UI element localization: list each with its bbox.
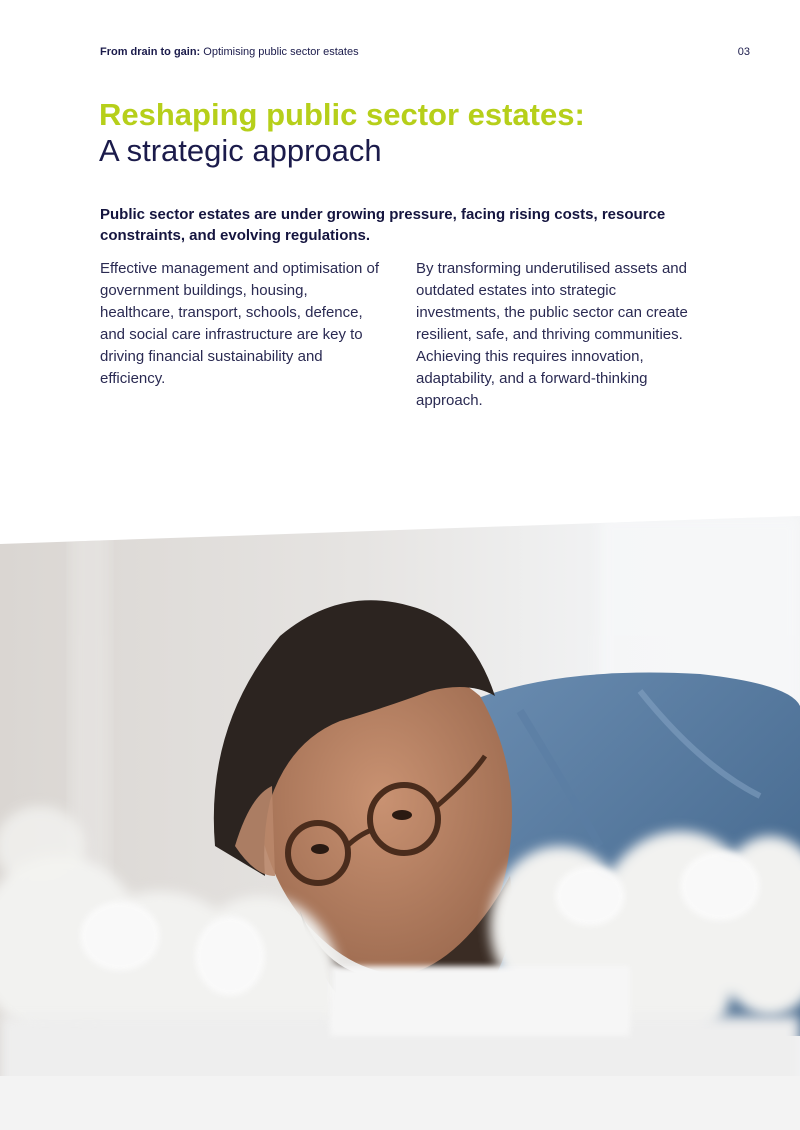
page-title-line1: Reshaping public sector estates: xyxy=(99,97,585,132)
hero-photo xyxy=(0,516,800,1130)
hero-photo-illustration xyxy=(0,516,800,1130)
page-title-line2: A strategic approach xyxy=(99,133,382,168)
lead-paragraph: Public sector estates are under growing pressure, facing rising costs, resource constraints, and evolving regulations. xyxy=(100,206,666,244)
publication-title-rest: Optimising public sector estates xyxy=(200,46,359,58)
publication-title-bold: From drain to gain: xyxy=(100,46,201,58)
body-column-left: Effective management and optimisation of government buildings, housing, healthcare, transport, schools, defence, and social care infrastructure are key to driving financial sustainability and efficiency. xyxy=(100,260,380,387)
page-title xyxy=(99,97,719,169)
running-header xyxy=(100,46,750,58)
publication-title xyxy=(100,46,359,58)
page-number: 03 xyxy=(737,46,750,58)
body-column-right: By transforming underutilised assets and outdated estates into strategic investments, the public sector can create resilient, safe, and thriving communities. Achieving this requires innovation, adaptability, and a forward-thinking approach. xyxy=(416,260,688,409)
